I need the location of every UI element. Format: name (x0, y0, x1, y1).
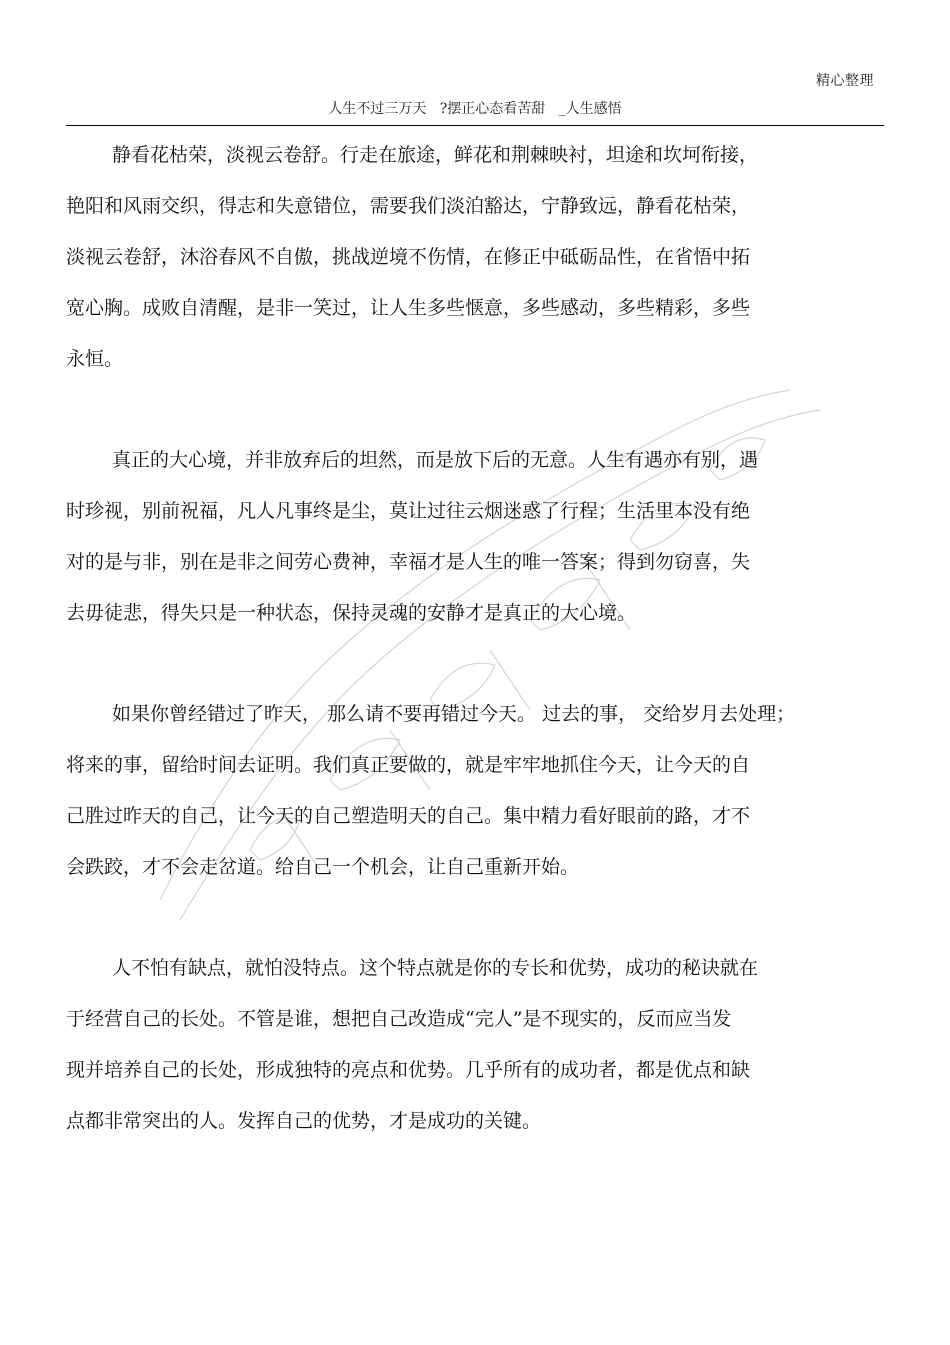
paragraph-line: 会跌跤，才不会走岔道。给自己一个机会，让自己重新开始。 (66, 856, 580, 878)
paragraph-line: 去毋徒悲，得失只是一种状态，保持灵魂的安静才是真正的大心境。 (66, 602, 637, 624)
paragraph-line: 于经营自己的长处。不管是谁，想把自己改造成“完人”是不现实的，反而应当发 (66, 1008, 732, 1030)
paragraph-line: 艳阳和风雨交织，得志和失意错位，需要我们淡泊豁达，宁静致远，静看花枯荣， (66, 195, 751, 217)
paragraph-line: 对的是与非，别在是非之间劳心费神，幸福才是人生的唯一答案；得到勿窃喜，失 (66, 551, 751, 573)
paragraph-gap (66, 639, 866, 689)
paragraph-line: 人不怕有缺点，就怕没特点。这个特点就是你的专长和优势，成功的秘诀就在 (112, 957, 759, 979)
corner-label: 精心整理 (816, 73, 874, 89)
article-body (66, 130, 866, 1147)
paragraph-gap (66, 385, 866, 435)
paragraph-2 (66, 435, 866, 639)
paragraph-line: 现并培养自己的长处，形成独特的亮点和优势。几乎所有的成功者，都是优点和缺 (66, 1059, 751, 1081)
header-title: 人生不过三万天 ?摆正心态看苦甜 _人生感悟 (328, 101, 622, 117)
paragraph-line: 淡视云卷舒，沐浴春风不自傲，挑战逆境不伤情，在修正中砥砺品性，在省悟中拓 (66, 246, 751, 268)
paragraph-line: 如果你曾经错过了昨天， 那么请不要再错过今天。 过去的事， 交给岁月去处理； (112, 703, 796, 725)
header-divider (66, 125, 884, 126)
paragraph-line: 永恒。 (66, 348, 124, 370)
paragraph-4 (66, 943, 866, 1147)
paragraph-line: 时珍视，别前祝福，凡人凡事终是尘，莫让过往云烟迷惑了行程；生活里本没有绝 (66, 500, 751, 522)
paragraph-line: 将来的事，留给时间去证明。我们真正要做的，就是牢牢地抓住今天，让今天的自 (66, 754, 751, 776)
paragraph-line: 己胜过昨天的自己，让今天的自己塑造明天的自己。集中精力看好眼前的路，才不 (66, 805, 751, 827)
paragraph-3 (66, 689, 866, 893)
paragraph-line: 真正的大心境，并非放弃后的坦然，而是放下后的无意。人生有遇亦有别，遇 (112, 449, 759, 471)
paragraph-gap (66, 893, 866, 943)
paragraph-1 (66, 130, 866, 385)
paragraph-line: 点都非常突出的人。发挥自己的优势，才是成功的关键。 (66, 1110, 542, 1132)
paragraph-line: 静看花枯荣，淡视云卷舒。行走在旅途，鲜花和荆棘映衬，坦途和坎坷衔接， (112, 144, 759, 166)
paragraph-line: 宽心胸。成败自清醒，是非一笑过，让人生多些惬意，多些感动，多些精彩，多些 (66, 297, 751, 319)
